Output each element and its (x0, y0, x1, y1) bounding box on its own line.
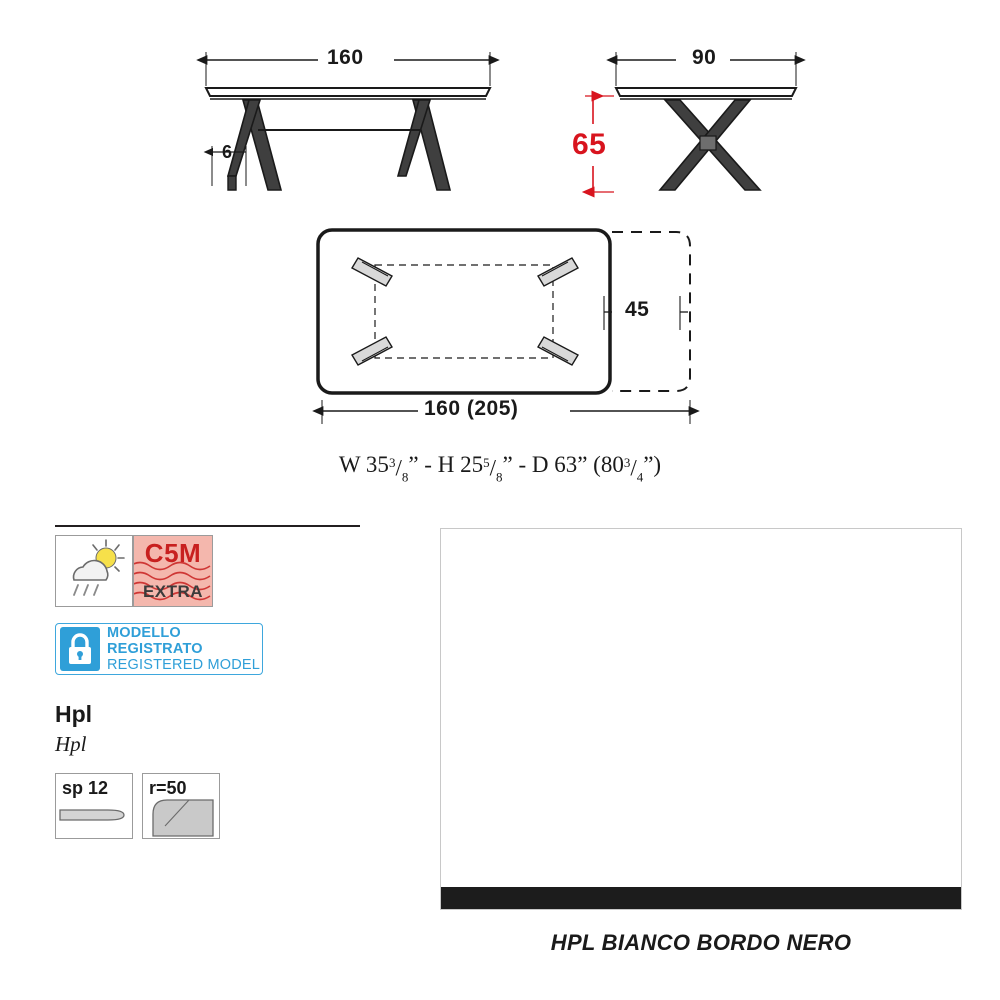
registered-model-badge (55, 623, 263, 675)
product-info-column (55, 525, 385, 839)
imperial-w-unit: ” (408, 452, 419, 477)
material-spec-row (55, 773, 385, 839)
imperial-sep1: - H 25 (418, 452, 484, 477)
side-width-dimension: 90 (692, 46, 717, 69)
imperial-w-denominator: 8 (401, 469, 409, 485)
finish-caption: HPL BIANCO BORDO NERO (550, 930, 852, 955)
top-length-dimension: 160 (205) (424, 397, 519, 420)
imperial-sep2: - D 63” (80 (512, 452, 624, 477)
corner-radius-spec-box (142, 773, 220, 839)
corrosion-class-badge (133, 535, 213, 607)
top-view (318, 230, 690, 424)
product-finish-panel (440, 528, 962, 956)
imperial-dimensions-caption: W $35^3/_8$” - H $25^5/_8$” - D 63” $(80^3/_4”)$ (338, 452, 662, 485)
certification-badges (55, 535, 385, 607)
front-view (206, 52, 490, 190)
imperial-h-denominator: 8 (495, 469, 503, 485)
imperial-w-prefix: W 35 (338, 452, 389, 477)
registered-model-line-it: MODELLO REGISTRATO (107, 624, 203, 657)
finish-swatch-image (440, 528, 962, 910)
registered-model-line-en: REGISTERED MODEL (107, 657, 261, 674)
thickness-spec-label: sp 12 (62, 778, 109, 798)
edge-profile-icon (56, 774, 132, 838)
top-depth-dimension: 45 (625, 298, 650, 321)
imperial-d-numerator: 3 (623, 454, 631, 470)
corrosion-class-code: C5M (144, 538, 202, 568)
registered-model-texts (107, 625, 262, 674)
top-thickness-dimension: 6 (222, 142, 233, 162)
imperial-h-numerator: 5 (483, 454, 490, 470)
corrosion-class-suffix: EXTRA (142, 582, 204, 601)
lock-icon (60, 627, 100, 671)
imperial-d-unit: ”) (643, 452, 662, 477)
material-name-italian: Hpl (55, 732, 87, 756)
weather-resistance-badge (55, 535, 133, 607)
section-divider (55, 525, 360, 527)
finish-edge-band (441, 887, 961, 909)
side-view (585, 52, 796, 192)
imperial-h-unit: ” (502, 452, 513, 477)
thickness-spec-box (55, 773, 133, 839)
lock-glyph (60, 627, 100, 671)
height-dimension: 65 (572, 128, 607, 161)
corner-radius-spec-label: r=50 (149, 778, 187, 798)
imperial-d-denominator: 4 (636, 469, 644, 485)
imperial-w-numerator: 3 (388, 454, 396, 470)
front-width-dimension: 160 (327, 46, 364, 69)
material-name: Hpl (55, 701, 93, 727)
sun-rain-icon (56, 536, 132, 606)
corner-radius-icon (143, 774, 219, 838)
